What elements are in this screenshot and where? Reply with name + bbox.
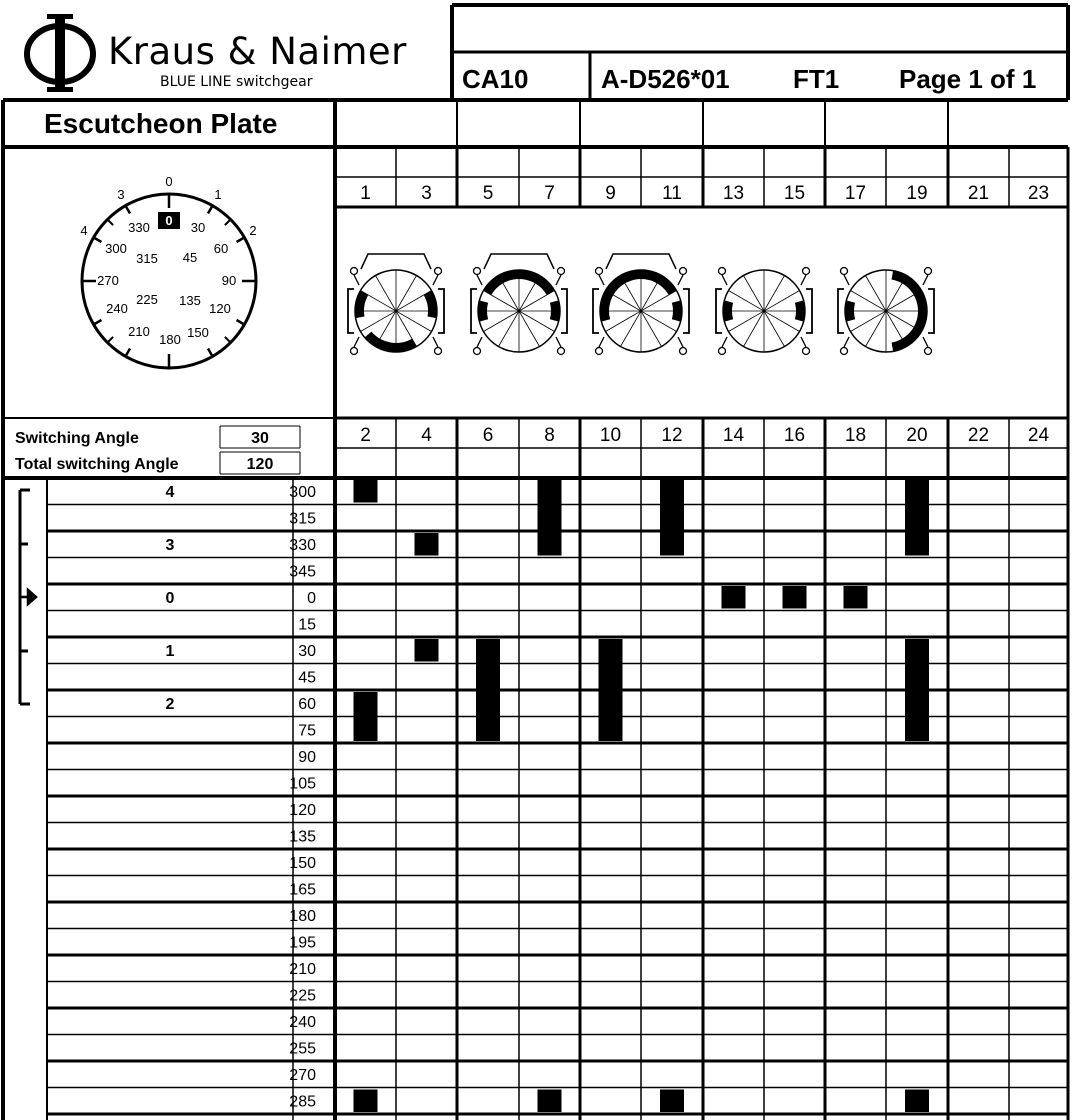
- dial-angle-0: 0: [165, 213, 173, 228]
- terminal-lead: [599, 337, 604, 347]
- terminal-screw: [558, 268, 565, 275]
- terminal-bottom-12: 12: [661, 425, 683, 446]
- row-angle-105: 105: [289, 775, 316, 793]
- closed-contact-bar: [783, 586, 807, 609]
- row-position-1: 1: [165, 643, 175, 660]
- contact-bracket: [928, 289, 934, 333]
- row-angle-75: 75: [298, 722, 316, 740]
- position-label-1: 1: [214, 187, 222, 202]
- terminal-screw: [803, 348, 810, 355]
- model-code: CA10: [462, 64, 529, 94]
- row-position-4: 4: [165, 484, 175, 501]
- cam-lobe: [600, 300, 610, 321]
- contact-cam-3-icon: [593, 254, 689, 355]
- dial-tick: [126, 206, 131, 214]
- terminal-top-15: 15: [783, 183, 806, 204]
- row-position-2: 2: [165, 696, 175, 713]
- row-angle-345: 345: [289, 563, 316, 581]
- terminal-top-5: 5: [482, 183, 494, 204]
- dial-tick: [225, 337, 231, 343]
- terminal-lead: [477, 275, 482, 285]
- terminal-screw: [474, 268, 481, 275]
- row-angle-0: 0: [307, 590, 316, 607]
- dial-tick: [126, 349, 131, 357]
- contact-bracket: [838, 289, 844, 333]
- dial-tick: [94, 238, 102, 243]
- closed-contact-bar: [660, 1090, 684, 1113]
- row-angle-195: 195: [289, 934, 316, 952]
- closed-contact-bar: [599, 639, 623, 741]
- terminal-bottom-20: 20: [906, 425, 928, 446]
- position-label-0: 0: [165, 174, 173, 189]
- terminal-bottom-4: 4: [421, 425, 432, 446]
- closed-contact-bar: [905, 639, 929, 741]
- terminal-bottom-10: 10: [599, 425, 622, 446]
- row-angle-285: 285: [289, 1093, 316, 1111]
- terminal-screw: [925, 348, 932, 355]
- dial-tick: [94, 320, 102, 325]
- contact-bracket: [438, 289, 444, 333]
- terminal-lead: [433, 275, 438, 285]
- row-position-3: 3: [165, 537, 175, 554]
- dial-angle-225: 225: [136, 292, 158, 307]
- row-angle-240: 240: [289, 1014, 316, 1031]
- terminal-bottom-8: 8: [544, 425, 555, 446]
- row-angle-30: 30: [298, 643, 316, 660]
- dial-tick: [208, 349, 213, 357]
- terminal-screw: [719, 268, 726, 275]
- row-angle-60: 60: [298, 696, 316, 713]
- terminal-lead: [678, 275, 683, 285]
- drawing-number: A-D526*01: [601, 64, 730, 94]
- closed-contact-bar: [354, 692, 378, 741]
- cam-lobe: [550, 300, 560, 321]
- switching-angle-value: 30: [251, 430, 269, 447]
- row-angle-90: 90: [298, 749, 316, 766]
- closed-contact-bar: [354, 480, 378, 503]
- cam-lobe: [478, 300, 488, 321]
- position-label-4: 4: [80, 223, 88, 238]
- contact-bracket: [471, 289, 477, 333]
- dial-angle-180: 180: [159, 332, 181, 347]
- cam-lobe: [601, 270, 677, 305]
- cam-lobe: [365, 332, 417, 352]
- terminal-bottom-6: 6: [482, 425, 494, 446]
- dial-tick: [225, 219, 231, 225]
- dial-angle-120: 120: [209, 301, 231, 316]
- terminal-bottom-22: 22: [967, 425, 990, 446]
- closed-contact-bar: [415, 533, 439, 556]
- cam-bridge: [361, 254, 431, 269]
- terminal-top-13: 13: [722, 183, 745, 204]
- terminal-top-1: 1: [360, 183, 371, 204]
- contact-cam-4-icon: [716, 268, 812, 355]
- closed-contact-bar: [660, 480, 684, 556]
- terminal-lead: [801, 275, 806, 285]
- terminal-lead: [599, 275, 604, 285]
- terminal-top-11: 11: [662, 183, 682, 204]
- dial-angle-60: 60: [213, 241, 229, 256]
- cam-lobe: [424, 291, 437, 319]
- cam-bridge: [484, 254, 554, 269]
- terminal-lead: [556, 337, 561, 347]
- terminal-bottom-14: 14: [722, 425, 745, 446]
- dial-angle-135: 135: [179, 293, 201, 308]
- row-angle-225: 225: [289, 987, 316, 1005]
- closed-contact-bar: [905, 480, 929, 556]
- terminal-screw: [435, 348, 442, 355]
- dial-tick: [237, 320, 245, 325]
- dial-angle-330: 330: [128, 220, 150, 235]
- terminal-lead: [354, 275, 359, 285]
- closed-contact-bar: [538, 1090, 562, 1113]
- terminal-top-3: 3: [421, 183, 432, 204]
- position-label-2: 2: [249, 223, 257, 238]
- cam-lobe: [355, 291, 368, 319]
- dial-tick: [208, 206, 213, 214]
- terminal-screw: [841, 268, 848, 275]
- terminal-screw: [558, 348, 565, 355]
- dial-tick: [107, 219, 113, 225]
- contact-bracket: [348, 289, 354, 333]
- terminal-screw: [680, 348, 687, 355]
- terminal-bottom-2: 2: [360, 425, 371, 446]
- escutcheon-title: Escutcheon Plate: [44, 108, 278, 139]
- terminal-top-19: 19: [906, 183, 928, 204]
- terminal-lead: [801, 337, 806, 347]
- row-angle-330: 330: [289, 537, 316, 554]
- terminal-lead: [354, 337, 359, 347]
- terminal-top-21: 21: [967, 183, 990, 204]
- brand-subtitle: BLUE LINE switchgear: [160, 74, 313, 90]
- row-angle-300: 300: [289, 484, 316, 501]
- dial-angle-300: 300: [105, 241, 127, 256]
- terminal-lead: [556, 275, 561, 285]
- closed-contact-bar: [844, 586, 868, 609]
- closed-contact-bar: [354, 1090, 378, 1113]
- terminal-screw: [925, 268, 932, 275]
- dial-angle-240: 240: [106, 301, 128, 316]
- variant-code: FT1: [793, 64, 840, 94]
- terminal-lead: [923, 337, 928, 347]
- terminal-lead: [433, 337, 438, 347]
- dial-angle-45: 45: [182, 250, 198, 265]
- terminal-lead: [722, 337, 727, 347]
- terminal-bottom-18: 18: [844, 425, 867, 446]
- terminal-lead: [678, 337, 683, 347]
- total-switching-angle-value: 120: [246, 456, 274, 473]
- row-angle-210: 210: [289, 961, 316, 978]
- row-angle-150: 150: [289, 855, 316, 872]
- cam-lobe: [795, 300, 805, 321]
- dial-angle-90: 90: [221, 273, 237, 288]
- dial-angle-270: 270: [97, 273, 119, 288]
- terminal-screw: [474, 348, 481, 355]
- contact-bracket: [806, 289, 812, 333]
- cam-lobe: [672, 300, 682, 321]
- closed-contact-bar: [905, 1090, 929, 1113]
- position-label-3: 3: [117, 187, 125, 202]
- row-angle-45: 45: [298, 669, 316, 687]
- cam-lobe: [723, 300, 733, 321]
- terminal-top-23: 23: [1027, 183, 1050, 204]
- cam-bridge: [606, 254, 676, 269]
- row-angle-165: 165: [289, 881, 316, 899]
- switching-angle-label: Switching Angle: [15, 430, 139, 447]
- row-angle-315: 315: [289, 510, 316, 528]
- terminal-screw: [435, 268, 442, 275]
- terminal-screw: [719, 348, 726, 355]
- closed-contact-bar: [538, 480, 562, 556]
- contact-bracket: [593, 289, 599, 333]
- dial-angle-210: 210: [128, 324, 150, 339]
- row-position-0: 0: [165, 590, 175, 607]
- total-switching-angle-label: Total switching Angle: [15, 456, 179, 473]
- closed-contact-bar: [476, 639, 500, 741]
- terminal-lead: [844, 275, 849, 285]
- dial-angle-30: 30: [190, 220, 206, 235]
- terminal-lead: [844, 337, 849, 347]
- contact-bracket: [561, 289, 567, 333]
- terminal-screw: [351, 348, 358, 355]
- current-position-arrow-icon: [20, 590, 36, 604]
- row-angle-15: 15: [298, 616, 316, 634]
- contact-cam-5-icon: [838, 268, 934, 355]
- terminal-screw: [351, 268, 358, 275]
- terminal-lead: [722, 275, 727, 285]
- terminal-screw: [596, 348, 603, 355]
- dial-angle-150: 150: [187, 325, 209, 340]
- page-indicator: Page 1 of 1: [899, 64, 1037, 94]
- terminal-lead: [477, 337, 482, 347]
- terminal-screw: [680, 268, 687, 275]
- terminal-lead: [923, 275, 928, 285]
- contact-cam-1-icon: [348, 254, 444, 355]
- closed-contact-bar: [415, 639, 439, 662]
- row-angle-180: 180: [289, 908, 316, 925]
- row-angle-120: 120: [289, 802, 316, 819]
- contact-cam-2-icon: [471, 254, 567, 355]
- brand-name: Kraus & Naimer: [108, 30, 407, 73]
- contact-bracket: [716, 289, 722, 333]
- closed-contact-bar: [722, 586, 746, 609]
- terminal-top-17: 17: [844, 183, 867, 204]
- row-angle-135: 135: [289, 828, 316, 846]
- contact-bracket: [683, 289, 689, 333]
- row-angle-255: 255: [289, 1040, 316, 1058]
- row-angle-270: 270: [289, 1067, 316, 1084]
- terminal-bottom-24: 24: [1027, 425, 1050, 446]
- dial-tick: [107, 337, 113, 343]
- dial-angle-315: 315: [136, 251, 158, 266]
- terminal-screw: [841, 348, 848, 355]
- terminal-screw: [803, 268, 810, 275]
- terminal-top-7: 7: [544, 183, 555, 204]
- cam-lobe: [845, 300, 855, 321]
- terminal-top-9: 9: [605, 183, 616, 204]
- dial-tick: [237, 238, 245, 243]
- terminal-bottom-16: 16: [783, 425, 806, 446]
- terminal-screw: [596, 268, 603, 275]
